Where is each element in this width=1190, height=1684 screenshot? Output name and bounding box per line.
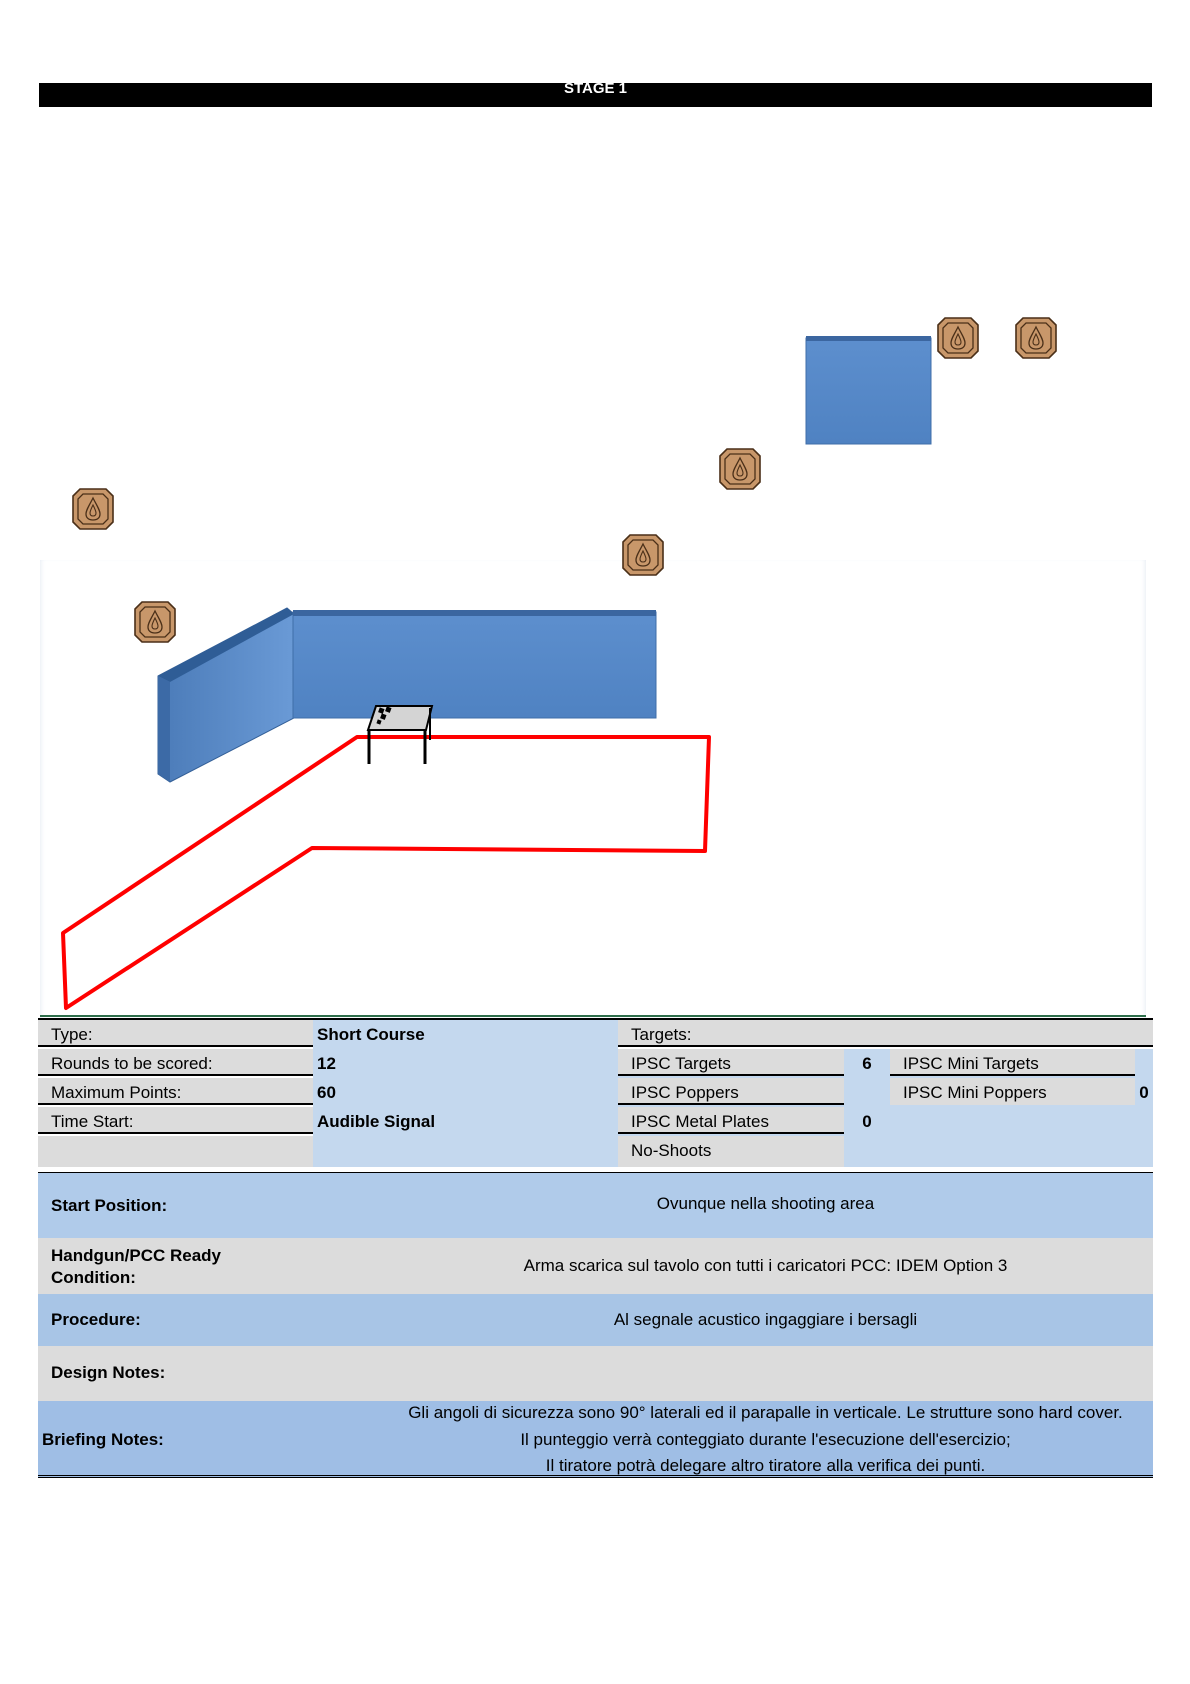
procedure-label: Procedure:: [51, 1310, 141, 1329]
ipsc-metal-plates-label: IPSC Metal Plates: [618, 1107, 844, 1134]
max-points-value: 60: [317, 1083, 336, 1102]
max-points-label: Maximum Points:: [38, 1078, 313, 1105]
start-position-label: Start Position:: [51, 1196, 168, 1215]
start-position-row: [38, 1173, 1153, 1238]
ipsc-targets-label: IPSC Targets: [618, 1049, 844, 1076]
target: [623, 535, 663, 575]
targets-label: Targets:: [618, 1020, 1153, 1047]
time-start-value: Audible Signal: [317, 1112, 436, 1131]
empty-cell: [38, 1136, 313, 1167]
ready-condition-label-2: Condition:: [51, 1268, 136, 1287]
ipsc-metal-plates-value: 0: [862, 1112, 872, 1131]
briefing-line-3: Il tiratore potrà delegare altro tiratore alla verifica dei punti.: [545, 1456, 986, 1475]
ready-condition-row: [38, 1238, 1153, 1294]
type-value: Short Course: [317, 1025, 425, 1044]
target: [720, 449, 760, 489]
briefing-line-2: Il punteggio verrà conteggiato durante l'esecuzione dell'esercizio;: [520, 1430, 1011, 1449]
target: [135, 602, 175, 642]
time-start-label: Time Start:: [38, 1107, 313, 1134]
wall: [293, 610, 656, 718]
stage-title: STAGE 1: [563, 83, 628, 97]
rounds-value: 12: [317, 1054, 336, 1073]
rounds-label: Rounds to be scored:: [38, 1049, 313, 1076]
ipsc-poppers-label: IPSC Poppers: [618, 1078, 844, 1105]
target: [1016, 318, 1056, 358]
start-position-value: Ovunque nella shooting area: [656, 1194, 875, 1213]
type-label: Type:: [38, 1020, 313, 1047]
procedure-row: [38, 1294, 1153, 1346]
ipsc-mini-poppers-value: 0: [1139, 1083, 1149, 1102]
stage-info-table: [38, 1018, 1153, 1175]
target: [938, 318, 978, 358]
ipsc-mini-poppers-label: IPSC Mini Poppers: [890, 1078, 1135, 1105]
briefing-notes-label: Briefing Notes:: [42, 1430, 164, 1449]
ready-condition-value: Arma scarica sul tavolo con tutti i caricatori PCC: IDEM Option 3: [523, 1256, 1008, 1275]
ipsc-mini-targets-label: IPSC Mini Targets: [890, 1049, 1135, 1076]
ipsc-targets-value: 6: [862, 1054, 872, 1073]
target: [73, 489, 113, 529]
wall: [806, 336, 931, 444]
no-shoots-label: No-Shoots: [618, 1136, 844, 1167]
design-notes-label: Design Notes:: [51, 1363, 166, 1382]
shooting-area: [63, 737, 709, 1008]
briefing-line-1: Gli angoli di sicurezza sono 90° laterali ed il parapalle in verticale. Le strutture sono hard cover.: [408, 1403, 1123, 1422]
wall: [158, 608, 294, 782]
briefing-notes-row: [38, 1401, 1153, 1478]
procedure-value: Al segnale acustico ingaggiare i bersagli: [613, 1310, 918, 1329]
design-notes-row: [38, 1346, 1153, 1401]
ready-condition-label-1: Handgun/PCC Ready: [51, 1246, 222, 1265]
